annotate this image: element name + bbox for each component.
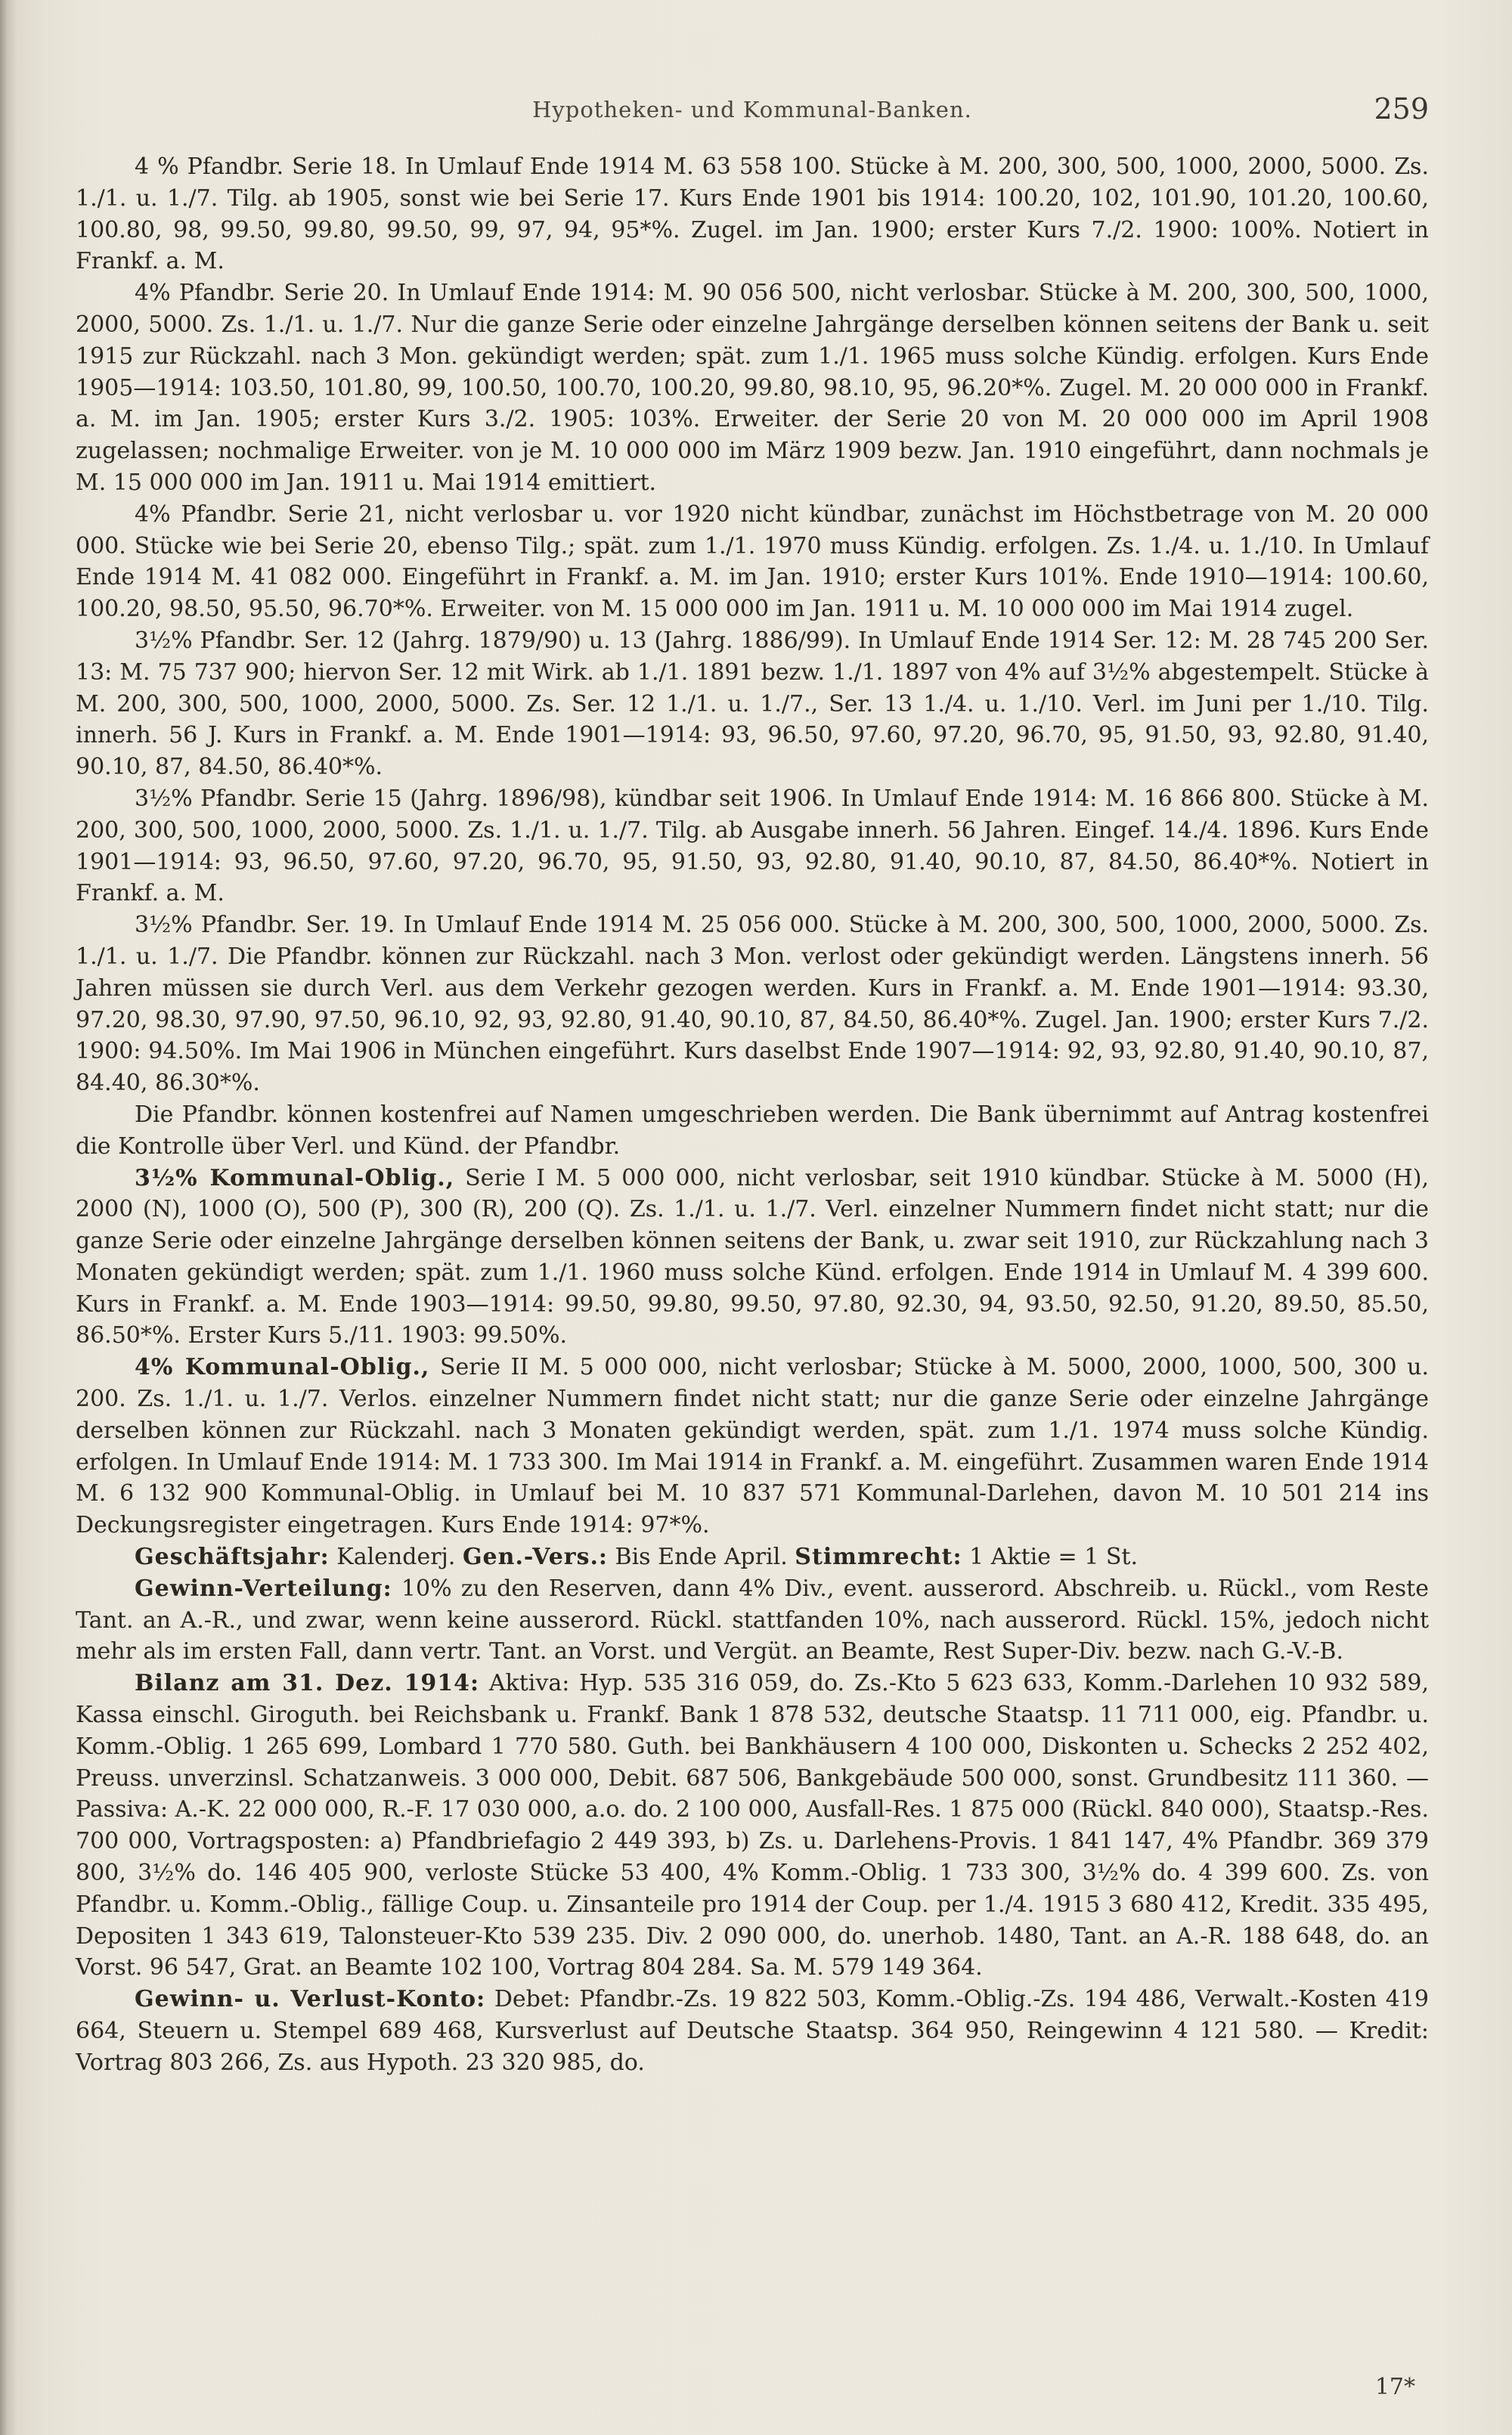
paragraph-body: Serie II M. 5 000 000, nicht verlosbar; Stücke à M. 5000, 2000, 1000, 500, 300 u. 200. Zs. 1./1. u. 1./7. Verlos. einzelner Nummern findet nicht statt; nur die ganze Serie oder einzelne Jahrgänge derselben können zur Rückzahl. nach 3 Monaten gekündigt werden, spät. zum 1./1. 1974 muss solche Kündig. erfolgen. In Umlauf Ende 1914: M. 1 733 300. Im Mai 1914 in Frankf. a. M. eingeführt. Zusammen waren Ende 1914 M. 6 132 900 Kommunal-Oblig. in Umlauf bei M. 10 837 571 Kommunal-Darlehen, davon M. 10 501 214 ins Deckungsregister eingetragen. Kurs Ende 1914: 97*%. — [76, 1354, 1429, 1539]
paragraph-lead: 3½% Kommunal-Oblig., — [135, 1164, 455, 1191]
paragraph-pfandbr-serie-15: 3½% Pfandbr. Serie 15 (Jahrg. 1896/98), kündbar seit 1906. In Umlauf Ende 1914: M. 16 866 800. Stücke à M. 200, 300, 500, 1000, 2000, 5000. Zs. 1./1. u. 1./7. Tilg. ab Ausgabe innerh. 56 Jahren. Eingef. 14./4. 1896. Kurs Ende 1901—1914: 93, 96.50, 97.60, 97.20, 96.70, 95, 91.50, 93, 92.80, 91.40, 90.10, 87, 84.50, 86.40*%. Notiert in Frankf. a. M. — [76, 785, 1429, 907]
printer-signature: 17* — [1374, 2374, 1415, 2400]
paragraph-pfandbr-serie-21: 4% Pfandbr. Serie 21, nicht verlosbar u. vor 1920 nicht kündbar, zunächst im Höchstbetrage von M. 20 000 000. Stücke wie bei Serie 20, ebenso Tilg.; spät. zum 1./1. 1970 muss Kündig. erfolgen. Zs. 1./4. u. 1./10. In Umlauf Ende 1914 M. 41 082 000. Eingeführt in Frankf. a. M. im Jan. 1910; erster Kurs 101%. Ende 1910—1914: 100.60, 100.20, 98.50, 95.50, 96.70*%. Erweiter. von M. 15 000 000 im Jan. 1911 u. M. 10 000 000 im Mai 1914 zugel. — [76, 500, 1429, 623]
paragraph-body-stimmrecht: 1 Aktie = 1 St. — [962, 1544, 1138, 1571]
page-header — [76, 92, 1429, 135]
paragraph-gewinn-verteilung — [76, 1573, 1429, 1668]
paragraph-body: Aktiva: Hyp. 535 316 059, do. Zs.-Kto 5 623 633, Komm.-Darlehen 10 932 589, Kassa einschl. Giroguth. bei Reichsbank u. Frankf. Bank 1 878 532, deutsche Staatsp. 11 711 000, eig. Pfandbr. u. Komm.-Oblig. 1 265 699, Lombard 1 770 580. Guth. bei Bankhäusern 4 100 000, Diskonten u. Schecks 2 252 402, Preuss. unverzinsl. Schatzanweis. 3 000 000, Debit. 687 506, Bankgebäude 500 000, sonst. Grundbesitz 111 360. — Passiva: A.-K. 22 000 000, R.-F. 17 030 000, a.o. do. 2 100 000, Ausfall-Res. 1 875 000 (Rückl. 840 000), Staatsp.-Res. 700 000, Vortragsposten: a) Pfandbriefagio 2 449 393, b) Zs. u. Darlehens-Provis. 1 841 147, 4% Pfandbr. 369 379 800, 3½% do. 146 405 900, verloste Stücke 53 400, 4% Komm.-Oblig. 1 733 300, 3½% do. 4 399 600. Zs. von Pfandbr. u. Komm.-Oblig., fällige Coup. u. Zinsanteile pro 1914 der Coup. per 1./4. 1915 3 680 412, Kredit. 335 495, Depositen 1 343 619, Talonsteuer-Kto 539 235. Div. 2 090 000, do. unerhob. 1480, Tant. an A.-R. 188 648, do. an Vorst. 96 547, Grat. an Beamte 102 100, Vortrag 804 284. Sa. M. 579 149 364. — [76, 1670, 1429, 1981]
paragraph-pfandbr-ser-12-13: 3½% Pfandbr. Ser. 12 (Jahrg. 1879/90) u. 13 (Jahrg. 1886/99). In Umlauf Ende 1914 Ser. 12: M. 28 745 200 Ser. 13: M. 75 737 900; hiervon Ser. 12 mit Wirk. ab 1./1. 1891 bezw. 1./1. 1897 von 4% auf 3½% abgestempelt. Stücke à M. 200, 300, 500, 1000, 2000, 5000. Zs. Ser. 12 1./1. u. 1./7., Ser. 13 1./4. u. 1./10. Verl. im Juni per 1./10. Tilg. innerh. 56 J. Kurs in Frankf. a. M. Ende 1901—1914: 93, 96.50, 97.60, 97.20, 96.70, 95, 91.50, 93, 92.80, 91.40, 90.10, 87, 84.50, 86.40*%. — [76, 627, 1429, 781]
paragraph-body: Kalenderj. — [329, 1544, 463, 1571]
page-number: 259 — [1374, 92, 1429, 125]
paragraph-lead: Geschäftsjahr: — [135, 1544, 330, 1571]
paragraph-lead: Gewinn- u. Verlust-Konto: — [135, 1986, 486, 2013]
paragraph-body: Debet: Pfandbr.-Zs. 19 822 503, Komm.-Oblig.-Zs. 194 486, Verwalt.-Kosten 419 664, Steuern u. Stempel 689 468, Kursverlust auf Deutsche Staatsp. 364 950, Reingewinn 4 121 580. — Kredit: Vortrag 803 266, Zs. aus Hypoth. 23 320 985, do. — [76, 1986, 1430, 2076]
page-gutter-shadow — [0, 0, 17, 2435]
paragraph-bilanz — [76, 1668, 1429, 1984]
paragraph-kommunal-oblig-serie-1 — [76, 1163, 1429, 1352]
paragraph-lead: 4% Kommunal-Oblig., — [135, 1354, 430, 1381]
paragraph-body: Serie I M. 5 000 000, nicht verlosbar, seit 1910 kündbar. Stücke à M. 5000 (H), 2000 (N), 1000 (O), 500 (P), 300 (R), 200 (Q). Zs. 1./1. u. 1./7. Verl. einzelner Nummern findet nicht statt; nur die ganze Serie oder einzelne Jahrgänge derselben können seitens der Bank, u. zwar seit 1910, zur Rückzahlung nach 3 Monaten gekündigt werden; spät. zum 1./1. 1960 muss solche Künd. erfolgen. Ende 1914 in Umlauf M. 4 399 600. Kurs in Frankf. a. M. Ende 1903—1914: 99.50, 99.80, 99.50, 97.80, 92.30, 94, 93.50, 92.50, 91.20, 89.50, 85.50, 86.50*%. Erster Kurs 5./11. 1903: 99.50%. — [76, 1164, 1429, 1349]
paragraph-pfandbr-serie-20: 4% Pfandbr. Serie 20. In Umlauf Ende 1914: M. 90 056 500, nicht verlosbar. Stücke à M. 200, 300, 500, 1000, 2000, 5000. Zs. 1./1. u. 1./7. Nur die ganze Serie oder einzelne Jahrgänge derselben können seitens der Bank u. seit 1915 zur Rückzahl. nach 3 Mon. gekündigt werden; spät. zum 1./1. 1965 muss solche Kündig. erfolgen. Kurs Ende 1905—1914: 103.50, 101.80, 99, 100.50, 100.70, 100.20, 99.80, 98.10, 95, 96.20*%. Zugel. M. 20 000 000 in Frankf. a. M. im Jan. 1905; erster Kurs 3./2. 1905: 103%. Erweiter. der Serie 20 von M. 20 000 000 im April 1908 zugelassen; nochmalige Erweiter. von je M. 10 000 000 im März 1909 bezw. Jan. 1910 eingeführt, dann nochmals je M. 15 000 000 im Jan. 1911 u. Mai 1914 emittiert. — [76, 280, 1429, 496]
paragraph-kommunal-oblig-serie-2 — [76, 1352, 1429, 1541]
paragraph-lead: Bilanz am 31. Dez. 1914: — [135, 1670, 480, 1697]
paragraph-pfandbr-umschreibung: Die Pfandbr. können kostenfrei auf Namen umgeschrieben werden. Die Bank übernimmt auf Antrag kostenfrei die Kontrolle über Verl. und Künd. der Pfandbr. — [76, 1101, 1429, 1160]
paragraph-gewinn-verlust-konto — [76, 1984, 1429, 2078]
paragraph-lead-stimmrecht: Stimmrecht: — [795, 1544, 962, 1571]
paragraph-body-gen-vers: Bis Ende April. — [608, 1544, 795, 1571]
paragraph-body: 10% zu den Reserven, dann 4% Div., event. ausserord. Abschreib. u. Rückl., vom Reste Tant. an A.-R., und zwar, wenn keine ausserord. Rückl. stattfanden 10%, nach ausserord. Rückl. 15%, jedoch nicht mehr als im ersten Fall, dann vertr. Tant. an Vorst. und Vergüt. an Beamte, Rest Super-Div. bezw. nach G.-V.-B. — [76, 1575, 1429, 1665]
paragraph-lead-gen-vers: Gen.-Vers.: — [462, 1544, 608, 1571]
paragraph-pfandbr-ser-19: 3½% Pfandbr. Ser. 19. In Umlauf Ende 1914 M. 25 056 000. Stücke à M. 200, 300, 500, 1000, 2000, 5000. Zs. 1./1. u. 1./7. Die Pfandbr. können zur Rückzahl. nach 3 Mon. verlost oder gekündigt werden. Längstens innerh. 56 Jahren müssen sie durch Verl. aus dem Verkehr gezogen werden. Kurs in Frankf. a. M. Ende 1901—1914: 93.30, 97.20, 98.30, 97.90, 97.50, 96.10, 92, 93, 92.80, 91.40, 90.10, 87, 84.50, 86.40*%. Zugel. Jan. 1900; erster Kurs 7./2. 1900: 94.50%. Im Mai 1906 in München eingeführt. Kurs daselbst Ende 1907—1914: 92, 93, 92.80, 91.40, 90.10, 87, 84.40, 86.30*%. — [76, 912, 1429, 1097]
paragraph-geschaeftsjahr — [76, 1541, 1429, 1573]
paragraph-lead: Gewinn-Verteilung: — [135, 1575, 392, 1602]
body-text — [76, 151, 1429, 2079]
running-title: Hypotheken- und Kommunal-Banken. — [532, 97, 972, 122]
paragraph-pfandbr-serie-18: 4 % Pfandbr. Serie 18. In Umlauf Ende 1914 M. 63 558 100. Stücke à M. 200, 300, 500, 1000, 2000, 5000. Zs. 1./1. u. 1./7. Tilg. ab 1905, sonst wie bei Serie 17. Kurs Ende 1901 bis 1914: 100.20, 102, 101.90, 101.20, 100.60, 100.80, 98, 99.50, 99.80, 99.50, 99, 97, 94, 95*%. Zugel. im Jan. 1900; erster Kurs 7./2. 1900: 100%. Notiert in Frankf. a. M. — [76, 153, 1429, 275]
